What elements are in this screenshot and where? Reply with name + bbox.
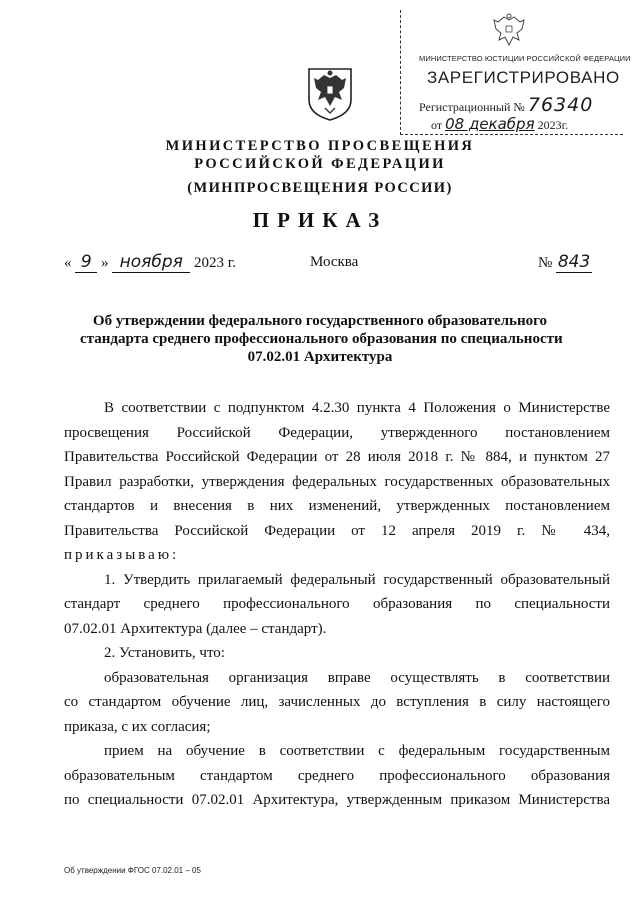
body-line: В соответствии с подпунктом 4.2.30 пункта 4 Положения о Министерстве	[104, 400, 610, 416]
order-body	[64, 396, 610, 813]
stamp-reg-label: Регистрационный №	[419, 100, 525, 114]
stamp-status: ЗАРЕГИСТРИРОВАНО	[427, 68, 620, 87]
ministry-short-name: (МИНПРОСВЕЩЕНИЯ РОССИИ)	[187, 180, 453, 196]
stamp-reg-number: 76340	[527, 94, 594, 116]
order-number-label: №	[538, 255, 553, 271]
stamp-date	[431, 115, 568, 133]
body-line: 07.02.01 Архитектура (далее – стандарт).	[64, 620, 327, 637]
body-line: стандарт среднего профессионального образования по специальности	[64, 596, 610, 612]
stamp-registration	[419, 94, 593, 116]
body-line: Правил разработки, утверждения федеральных государственных образовательных	[64, 473, 610, 490]
order-number	[538, 252, 592, 273]
stamp-date-suffix: 2023г.	[537, 118, 569, 132]
page-footer: Об утверждении ФГОС 07.02.01 – 05	[64, 866, 201, 875]
stamp-date-prefix: от	[431, 118, 443, 132]
ministry-name-line2: РОССИЙСКОЙ ФЕДЕРАЦИИ	[194, 156, 446, 172]
body-line: со стандартом обучение лиц, зачисленных до вступления в силу настоящего	[64, 694, 610, 710]
registration-stamp	[400, 10, 631, 135]
ministry-name-line1: МИНИСТЕРСТВО ПРОСВЕЩЕНИЯ	[165, 138, 475, 154]
order-city: Москва	[310, 254, 359, 270]
order-month: ноября	[112, 252, 190, 273]
body-line: стандартов и внесения в них изменений, утвержденных постановлением	[64, 498, 610, 514]
body-line: Правительства Российской Федерации от 12 апреля 2019 г. № 434,	[64, 522, 610, 539]
body-line: просвещения Российской Федерации, утвержденного постановлением	[64, 424, 610, 441]
date-close-quote: »	[101, 255, 109, 271]
body-line: по специальности 07.02.01 Архитектура, утвержденным приказом Министерства	[64, 792, 610, 808]
body-line: образовательным стандартом среднего профессионального образования	[64, 767, 610, 784]
document-type-title: ПРИКАЗ	[252, 208, 388, 232]
order-day: 9	[75, 252, 97, 273]
body-line: 2. Установить, что:	[104, 645, 225, 661]
body-line: Правительства Российской Федерации от 28 июля 2018 г. № 884, и пунктом 27	[64, 449, 610, 465]
order-year: 2023 г.	[194, 255, 236, 271]
stamp-date-hand: 08 декабря	[445, 115, 535, 133]
subject-line: стандарта среднего профессионального образования по специальности	[80, 331, 563, 347]
subject-line: 07.02.01 Архитектура	[247, 349, 393, 365]
body-line-decree: приказываю:	[64, 547, 180, 563]
coat-of-arms-emblem	[306, 66, 354, 122]
body-line: образовательная организация вправе осуществлять в соответствии	[104, 669, 610, 686]
date-open-quote: «	[64, 255, 72, 271]
stamp-emblem-icon	[491, 12, 527, 50]
body-line: 1. Утвердить прилагаемый федеральный государственный образовательный	[104, 571, 610, 588]
stamp-ministry-name: МИНИСТЕРСТВО ЮСТИЦИИ РОССИЙСКОЙ ФЕДЕРАЦИИ	[419, 54, 631, 63]
order-number-value: 843	[557, 252, 591, 272]
order-subject	[80, 312, 563, 366]
body-line: прием на обучение в соответствии с федеральным государственным	[104, 743, 610, 759]
body-line: приказа, с их согласия;	[64, 718, 211, 735]
subject-line: Об утверждении федерального государственного образовательного	[92, 313, 548, 329]
order-date	[64, 252, 236, 273]
